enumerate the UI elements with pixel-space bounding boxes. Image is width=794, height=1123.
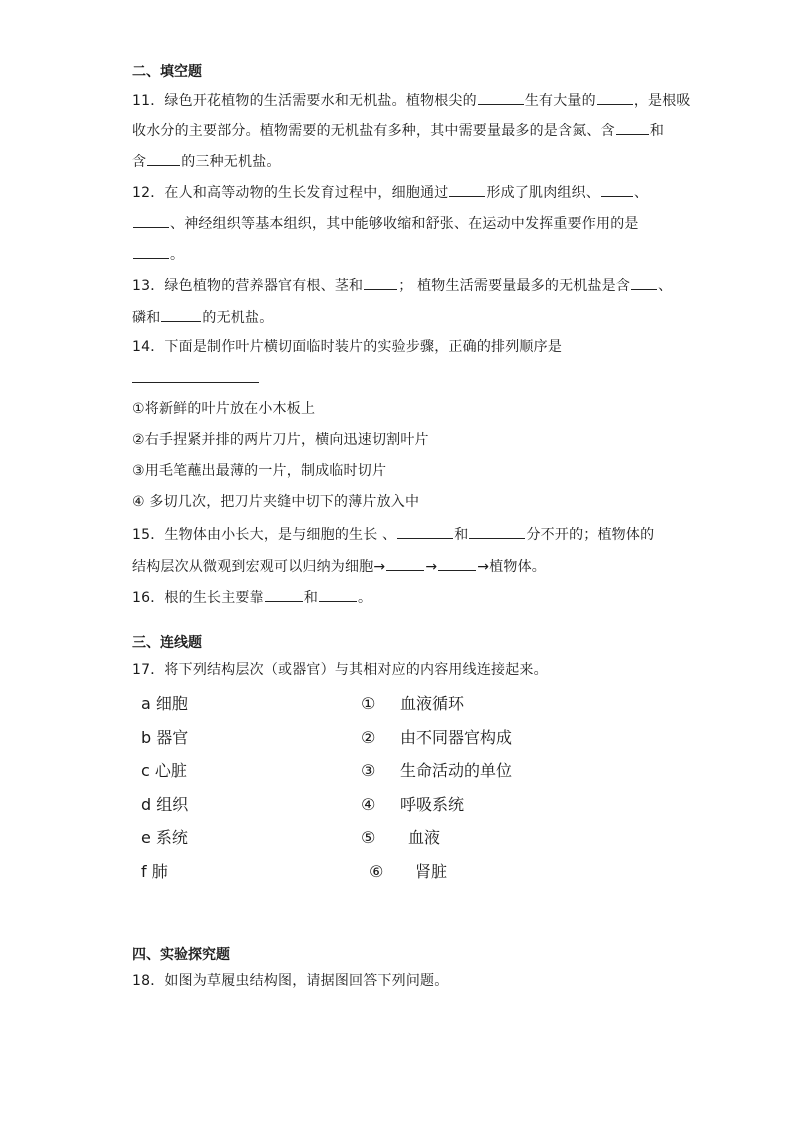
q14-step-3: ③用毛笔蘸出最薄的一片，制成临时切片 bbox=[132, 463, 387, 479]
match-left-item[interactable]: d 组织 bbox=[141, 795, 189, 814]
answer-blank[interactable] bbox=[364, 274, 397, 290]
q18-prompt: 18．如图为草履虫结构图，请据图回答下列问题。 bbox=[132, 973, 449, 989]
q14-step-4: ④ 多切几次，把刀片夹缝中切下的薄片放入中 bbox=[132, 494, 420, 510]
q13-line-2: 磷和 的无机盐。 bbox=[132, 306, 273, 328]
section-heading-experiment: 四、实验探究题 bbox=[132, 947, 230, 963]
q17-prompt: 17．将下列结构层次（或器官）与其相对应的内容用线连接起来。 bbox=[132, 662, 548, 678]
match-right-item[interactable]: 生命活动的单位 bbox=[400, 761, 513, 780]
match-right-item[interactable]: 血液 bbox=[408, 828, 441, 847]
match-number: ① bbox=[361, 694, 376, 713]
q13-line-1: 13．绿色植物的营养器官有根、茎和 ； 植物生活需要量最多的无机盐是含 、 bbox=[132, 274, 672, 296]
q12-line-3: 。 bbox=[132, 243, 184, 265]
match-right-item[interactable]: 肾脏 bbox=[415, 862, 448, 881]
section-heading-fill-in: 二、填空题 bbox=[132, 64, 202, 80]
section-heading-matching: 三、连线题 bbox=[132, 635, 202, 651]
match-right-item[interactable]: 血液循环 bbox=[400, 694, 465, 713]
q15-line-1: 15．生物体由小长大，是与细胞的生长 、 和 分不开的；植物体的 bbox=[132, 523, 654, 545]
q11-line-1: 11．绿色开花植物的生活需要水和无机盐。植物根尖的 生有大量的 ，是根吸 bbox=[132, 89, 691, 111]
answer-blank[interactable] bbox=[469, 523, 525, 539]
answer-blank[interactable] bbox=[386, 555, 424, 571]
answer-blank[interactable] bbox=[319, 586, 357, 602]
answer-blank[interactable] bbox=[438, 555, 476, 571]
answer-blank[interactable] bbox=[265, 586, 303, 602]
match-number: ③ bbox=[361, 761, 376, 780]
match-left-item[interactable]: e 系统 bbox=[141, 828, 188, 847]
answer-blank[interactable] bbox=[449, 181, 485, 197]
q14-step-2: ②右手捏紧并排的两片刀片，横向迅速切割叶片 bbox=[132, 432, 429, 448]
answer-blank[interactable] bbox=[161, 306, 201, 322]
match-right-item[interactable]: 由不同器官构成 bbox=[400, 728, 513, 747]
match-right-item[interactable]: 呼吸系统 bbox=[400, 795, 465, 814]
answer-blank[interactable] bbox=[133, 243, 169, 259]
match-left-item[interactable]: b 器官 bbox=[141, 728, 189, 747]
q14-answer-line[interactable] bbox=[132, 382, 259, 383]
q14-step-1: ①将新鲜的叶片放在小木板上 bbox=[132, 401, 316, 417]
match-number: ④ bbox=[361, 795, 376, 814]
answer-blank[interactable] bbox=[397, 523, 453, 539]
match-left-item[interactable]: a 细胞 bbox=[141, 694, 188, 713]
match-left-item[interactable]: f 肺 bbox=[141, 862, 168, 881]
q12-line-1: 12．在人和高等动物的生长发育过程中，细胞通过 形成了肌肉组织、 、 bbox=[132, 181, 648, 203]
q12-line-2: 、神经组织等基本组织，其中能够收缩和舒张、在运动中发挥重要作用的是 bbox=[132, 212, 639, 234]
q16-line: 16．根的生长主要靠 和 。 bbox=[132, 586, 372, 608]
answer-blank[interactable] bbox=[616, 119, 649, 135]
answer-blank[interactable] bbox=[631, 274, 657, 290]
match-number: ⑤ bbox=[361, 828, 376, 847]
q11-line-3: 含 的三种无机盐。 bbox=[132, 150, 281, 172]
match-left-item[interactable]: c 心脏 bbox=[141, 761, 187, 780]
answer-blank[interactable] bbox=[601, 181, 633, 197]
match-number: ② bbox=[361, 728, 376, 747]
answer-blank[interactable] bbox=[147, 150, 180, 166]
q14-prompt: 14．下面是制作叶片横切面临时装片的实验步骤，正确的排列顺序是 bbox=[132, 339, 563, 355]
answer-blank[interactable] bbox=[478, 89, 524, 105]
answer-blank[interactable] bbox=[597, 89, 633, 105]
match-number: ⑥ bbox=[369, 862, 384, 881]
q15-line-2: 结构层次从微观到宏观可以归纳为细胞→ → →植物体。 bbox=[132, 555, 546, 577]
q11-line-2: 收水分的主要部分。植物需要的无机盐有多种，其中需要量最多的是含氮、含 和 bbox=[132, 119, 664, 141]
answer-blank[interactable] bbox=[133, 212, 169, 228]
